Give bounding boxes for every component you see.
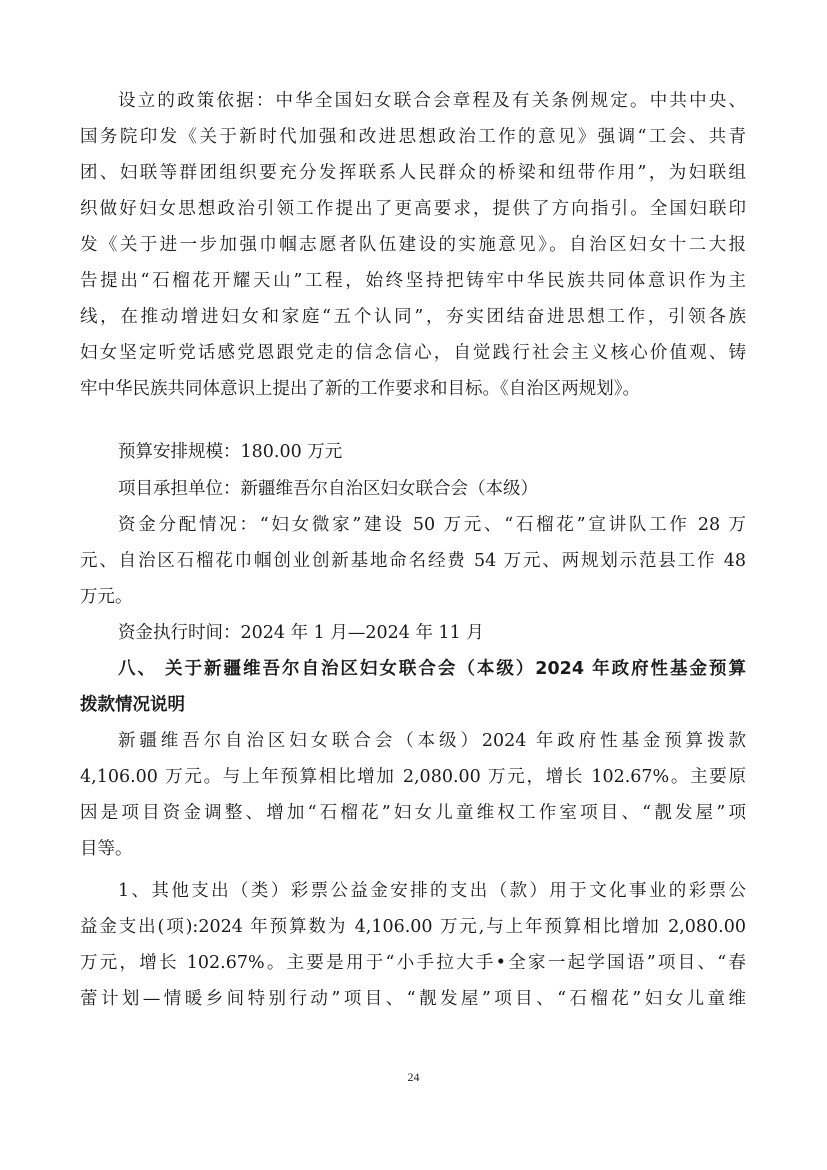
fund-summary-line: 目等。	[80, 839, 133, 859]
section-heading: 八、 关于新疆维吾尔自治区妇女联合会（本级）2024 年政府性基金预算	[118, 659, 746, 679]
paragraph-line: 团、妇联等群团组织要充分发挥联系人民群众的桥梁和纽带作用”，为妇联组	[80, 163, 746, 183]
section-heading: 拨款情况说明	[80, 695, 185, 715]
paragraph-line: 牢中华民族共同体意识上提出了新的工作要求和目标。《自治区两规划》。	[80, 379, 640, 399]
item-line: 万元，增长 102.67%。主要是用于“小手拉大手•全家一起学国语”项目、“春	[80, 953, 746, 973]
paragraph-line: 妇女坚定听党话感党恩跟党走的信念信心，自觉践行社会主义核心价值观、铸	[80, 343, 746, 363]
paragraph-line: 线，在推动增进妇女和家庭“五个认同”，夯实团结奋进思想工作，引领各族	[80, 307, 746, 327]
item-line: 蕾计划—情暖乡间特别行动”项目、“靓发屋”项目、“石榴花”妇女儿童维	[80, 989, 746, 1009]
item-line: 1、其他支出（类）彩票公益金安排的支出（款）用于文化事业的彩票公	[118, 881, 746, 901]
paragraph-line: 国务院印发《关于新时代加强和改进思想政治工作的意见》强调“工会、共青	[80, 127, 746, 147]
paragraph-line: 发《关于进一步加强巾帼志愿者队伍建设的实施意见》。自治区妇女十二大报	[80, 235, 746, 255]
fund-summary-line: 4,106.00 万元。与上年预算相比增加 2,080.00 万元，增长 102.67%。主要原	[80, 767, 746, 787]
fund-summary-line: 因是项目资金调整、增加“石榴花”妇女儿童维权工作室项目、“靓发屋”项	[80, 803, 746, 823]
budget-scale: 预算安排规模：180.00 万元	[118, 442, 343, 462]
page-number: 24	[407, 1070, 420, 1084]
item-line: 益金支出(项):2024 年预算数为 4,106.00 万元,与上年预算相比增加 2,080.00	[80, 917, 746, 937]
fund-summary-line: 新疆维吾尔自治区妇女联合会（本级）2024 年政府性基金预算拨款	[118, 731, 746, 751]
fund-allocation-line: 资金分配情况：“妇女微家”建设 50 万元、“石榴花”宣讲队工作 28 万	[118, 515, 746, 535]
project-unit: 项目承担单位：新疆维吾尔自治区妇女联合会（本级）	[118, 479, 538, 499]
paragraph-line: 织做好妇女思想政治引领工作提出了更高要求，提供了方向指引。全国妇联印	[80, 199, 746, 219]
fund-allocation-line: 元、自治区石榴花巾帼创业创新基地命名经费 54 万元、两规划示范县工作 48	[80, 551, 746, 571]
fund-allocation-line: 万元。	[80, 587, 133, 607]
paragraph-line: 设立的政策依据：中华全国妇女联合会章程及有关条例规定。中共中央、	[118, 91, 746, 111]
execution-time: 资金执行时间：2024 年 1 月—2024 年 11 月	[118, 623, 484, 643]
paragraph-line: 告提出“石榴花开耀天山”工程，始终坚持把铸牢中华民族共同体意识作为主	[80, 271, 746, 291]
